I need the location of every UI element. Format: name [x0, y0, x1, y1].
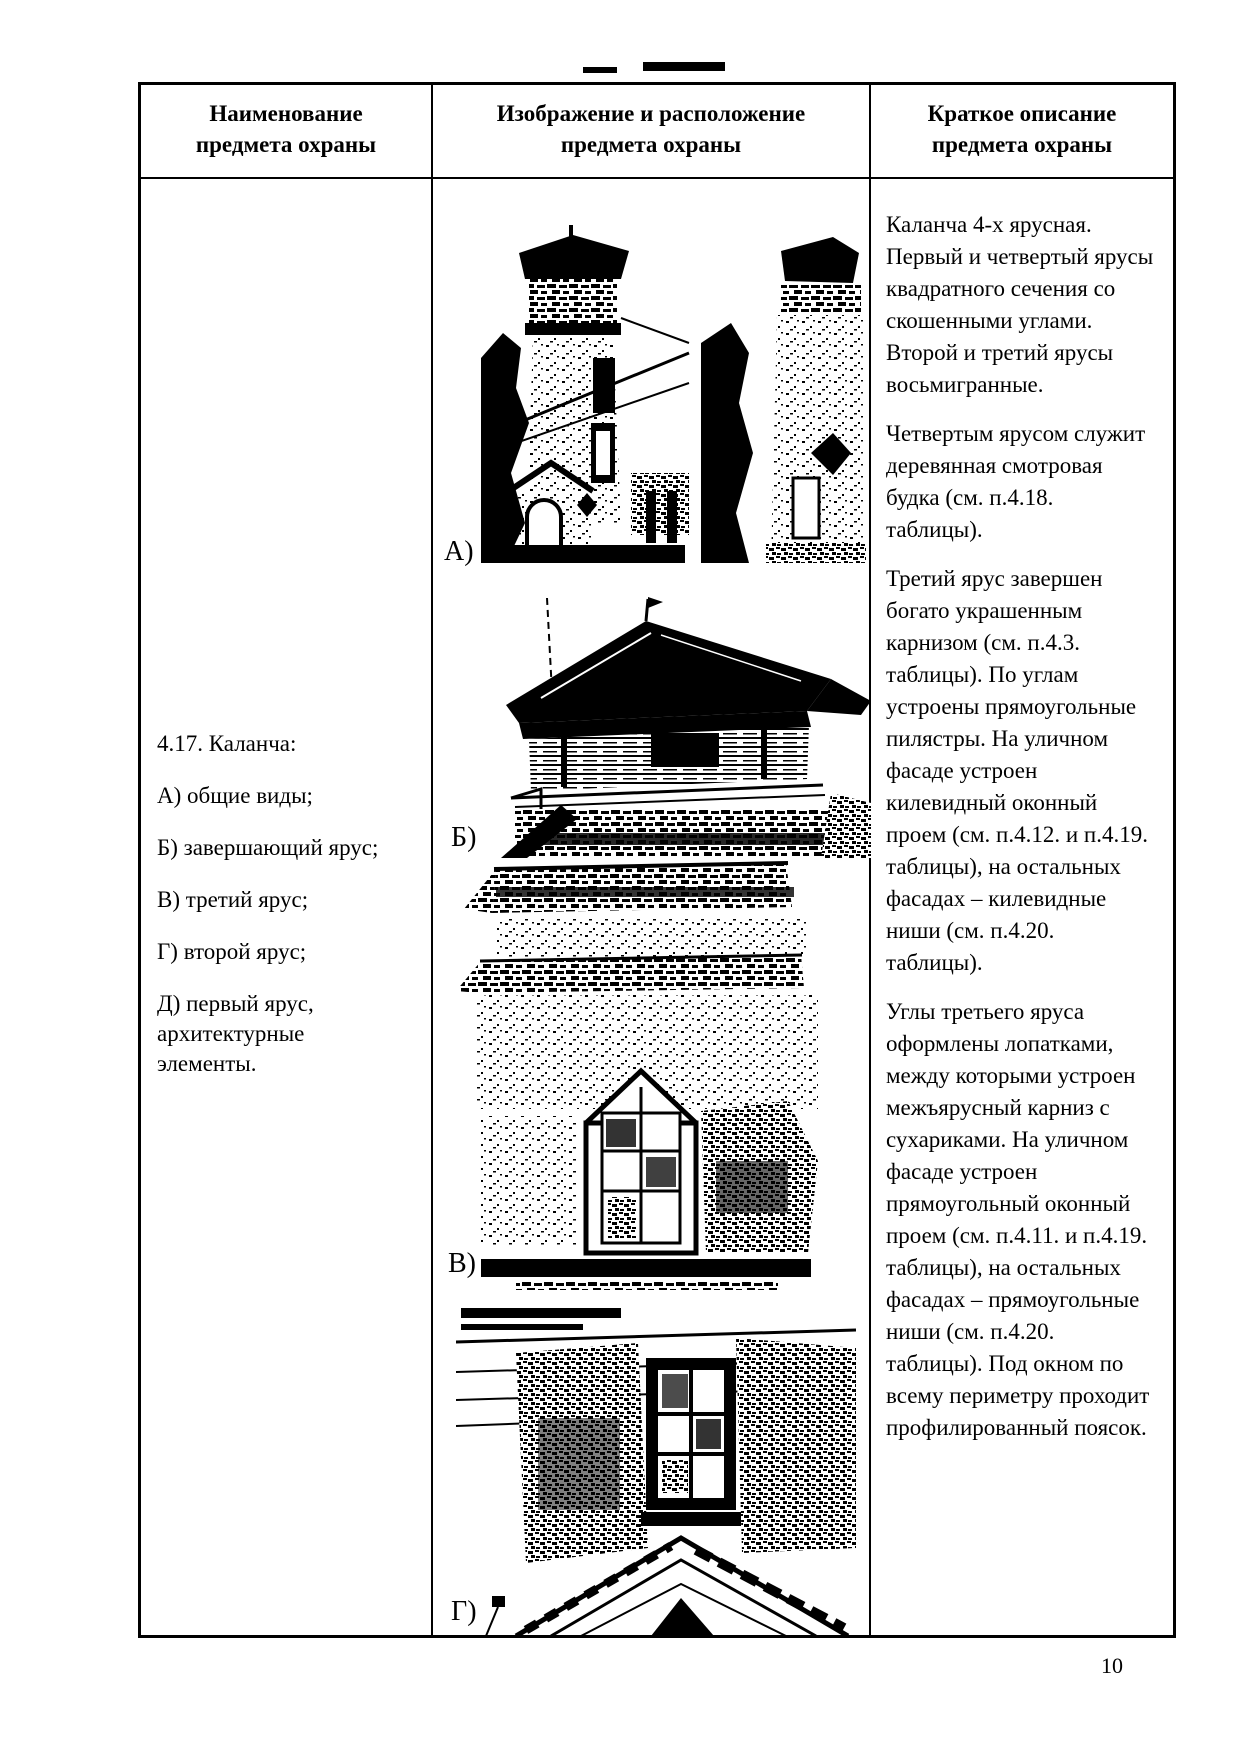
item-list-v: В) третий ярус; — [157, 887, 309, 912]
item-list-b: Б) завершающий ярус; — [157, 835, 379, 860]
figure-b-label: Б) — [451, 822, 477, 853]
header-description-column: Краткое описание предмета охраны — [871, 85, 1173, 179]
figure-g-photo-second-tier — [456, 1298, 856, 1636]
figure-a-photo-general-views — [481, 223, 866, 563]
item-list-a: А) общие виды; — [157, 783, 313, 808]
figure-a-label: А) — [444, 536, 474, 567]
name-cell — [141, 179, 433, 1635]
item-list-g: Г) второй ярус; — [157, 939, 307, 964]
header-image-column: Изображение и расположение предмета охраны — [433, 85, 871, 179]
page-number: 10 — [1101, 1653, 1123, 1678]
figure-b-photo-top-tier — [501, 593, 871, 858]
description-paragraph: Третий ярус завершен богато украшенным карнизом (см. п.4.3. таблицы). По углам устроены прямоугольные пилястры. На уличном фасаде устроен килевидный оконный проем (см. п.4.12. и п.4.19. таблицы), на остальных фасадах – килевидные ниши (см. п.4.20. таблицы). — [886, 566, 1148, 975]
item-number-title: 4.17. Каланча: — [157, 731, 297, 756]
item-list-d: Д) первый ярус, архитектурные элементы. — [157, 991, 314, 1076]
description-paragraph: Четвертым ярусом служит деревянная смотровая будка (см. п.4.18. таблицы). — [886, 421, 1146, 542]
scan-artifact — [643, 62, 725, 71]
description-cell — [871, 179, 1173, 1635]
header-name-column: Наименование предмета охраны — [141, 85, 433, 179]
scan-artifact — [583, 67, 617, 73]
figure-v-label: В) — [448, 1248, 476, 1279]
image-cell — [433, 179, 871, 1635]
protection-object-table — [138, 82, 1176, 1638]
figure-g-label: Г) — [451, 1596, 477, 1627]
description-paragraph: Углы третьего яруса оформлены лопатками, между которыми устроен межъярусный карниз с сухариками. На уличном фасаде устроен прямоугольный оконный проем (см. п.4.11. и п.4.19. таблицы), на остальных фасадах – прямоугольные ниши (см. п.4.20. таблицы). Под окном по всему периметру проходит профилированный поясок. — [886, 999, 1150, 1440]
figure-v-photo-third-tier — [456, 861, 856, 1296]
description-paragraph: Каланча 4-х ярусная. Первый и четвертый ярусы квадратного сечения со скошенными углами. Второй и третий ярусы восьмигранные. — [886, 212, 1154, 397]
